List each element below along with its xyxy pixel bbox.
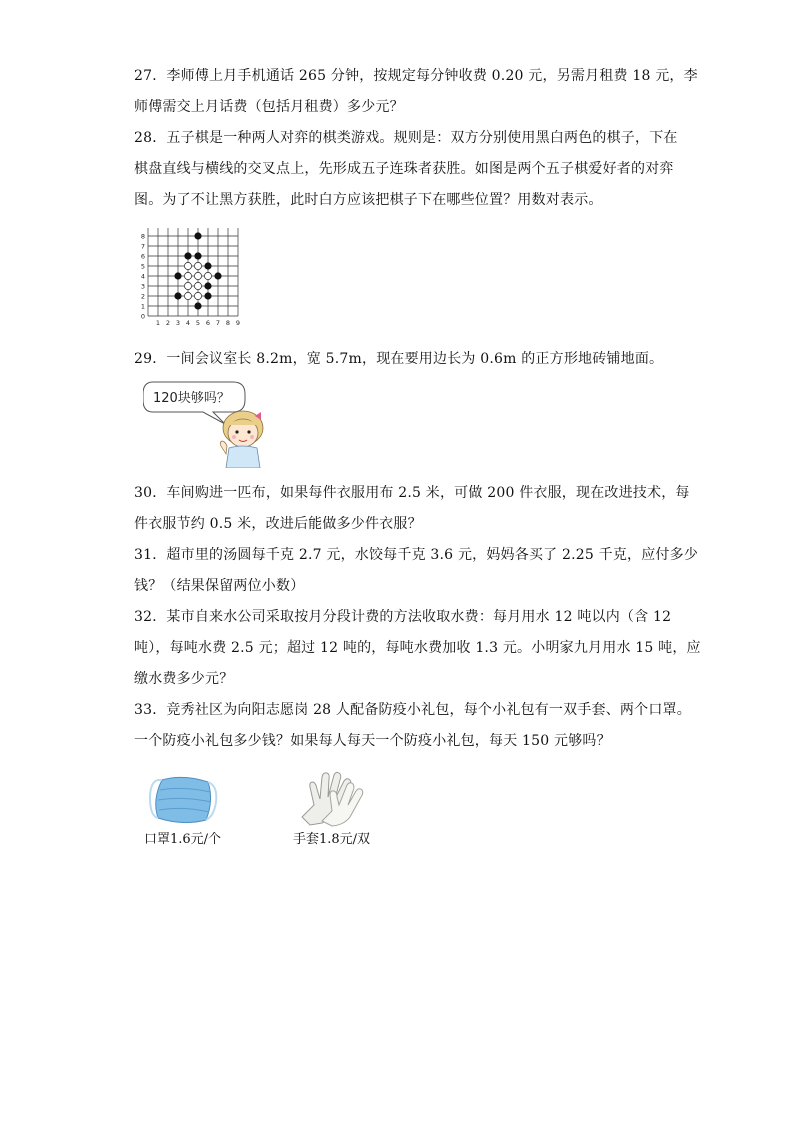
white-stone: [194, 292, 201, 299]
board-x-label: 1: [155, 319, 161, 327]
black-stone: [214, 272, 221, 279]
white-stone: [184, 282, 191, 289]
go-board-icon: [138, 228, 242, 328]
q28-line-3: 图。为了不让黑方获胜，此时白方应该把棋子下在哪些位置？用数对表示。: [134, 192, 603, 208]
board-y-label: 5: [140, 262, 145, 271]
board-x-label: 3: [175, 319, 181, 327]
q32-line-3: 缴水费多少元？: [134, 671, 234, 687]
black-stone: [174, 292, 181, 299]
board-y-label: 8: [140, 232, 145, 241]
face-mask-icon: [148, 772, 218, 828]
black-stone: [204, 282, 211, 289]
mask-price-caption: 口罩1.6元/个: [144, 832, 222, 847]
board-y-label: 4: [140, 272, 145, 281]
board-y-label: 0: [140, 312, 145, 321]
board-y-label: 3: [140, 282, 145, 291]
q31-line-1: 31．超市里的汤圆每千克 2.7 元，水饺每千克 3.6 元，妈妈各买了 2.25 千克，应付多少: [134, 547, 699, 563]
white-stone: [194, 282, 201, 289]
board-x-label: 2: [165, 319, 171, 327]
q28-line-2: 棋盘直线与横线的交叉点上，先形成五子连珠者获胜。如图是两个五子棋爱好者的对弈: [134, 161, 674, 177]
white-stone: [184, 262, 191, 269]
white-stone: [184, 272, 191, 279]
q33-line-1: 33．竞秀社区为向阳志愿岗 28 人配备防疫小礼包，每个小礼包有一双手套、两个口罩。: [134, 702, 691, 718]
board-x-label: 4: [185, 319, 191, 327]
glove-price-caption: 手套1.8元/双: [293, 832, 371, 847]
white-stone: [184, 292, 191, 299]
q32-line-2: 吨），每吨水费 2.5 元；超过 12 吨的，每吨水费加收 1.3 元。小明家九月用水 15 吨，应: [134, 640, 701, 656]
board-y-label: 2: [140, 292, 145, 301]
girl-icon: [143, 378, 268, 468]
q28-line-1: 28．五子棋是一种两人对弈的棋类游戏。规则是：双方分别使用黑白两色的棋子，下在: [134, 130, 678, 146]
board-x-label: 8: [225, 319, 231, 327]
q32-line-1: 32．某市自来水公司采取按月分段计费的方法收取水费：每月用水 12 吨以内（含 12: [134, 609, 672, 625]
board-x-label: 7: [215, 319, 221, 327]
q27-line-1: 27．李师傅上月手机通话 265 分钟，按规定每分钟收费 0.20 元，另需月租费 18 元，李: [134, 68, 698, 84]
black-stone: [184, 252, 191, 259]
q33-line-2: 一个防疫小礼包多少钱？如果每人每天一个防疫小礼包，每天 150 元够吗？: [134, 733, 611, 749]
black-stone: [174, 272, 181, 279]
white-stone: [204, 272, 211, 279]
board-x-label: 9: [235, 319, 241, 327]
board-x-label: 5: [195, 319, 201, 327]
black-stone: [194, 232, 201, 239]
black-stone: [204, 262, 211, 269]
board-x-label: 6: [205, 319, 211, 327]
q30-line-1: 30．车间购进一匹布，如果每件衣服用布 2.5 米，可做 200 件衣服，现在改进技术，每: [134, 485, 690, 501]
q27-line-2: 师傅需交上月话费（包括月租费）多少元？: [134, 99, 404, 115]
board-y-label: 7: [140, 242, 145, 251]
black-stone: [194, 302, 201, 309]
white-stone: [194, 262, 201, 269]
board-y-label: 6: [140, 252, 145, 261]
black-stone: [204, 292, 211, 299]
glove-icon: [292, 765, 372, 827]
black-stone: [194, 252, 201, 259]
q29-line-1: 29．一间会议室长 8.2m，宽 5.7m，现在要用边长为 0.6m 的正方形地砖铺地面。: [134, 351, 664, 367]
white-stone: [194, 272, 201, 279]
q31-line-2: 钱？（结果保留两位小数）: [134, 578, 305, 594]
speech-bubble-text: 120块够吗？: [153, 391, 230, 406]
board-y-label: 1: [140, 302, 145, 311]
q30-line-2: 件衣服节约 0.5 米，改进后能做多少件衣服？: [134, 516, 422, 532]
